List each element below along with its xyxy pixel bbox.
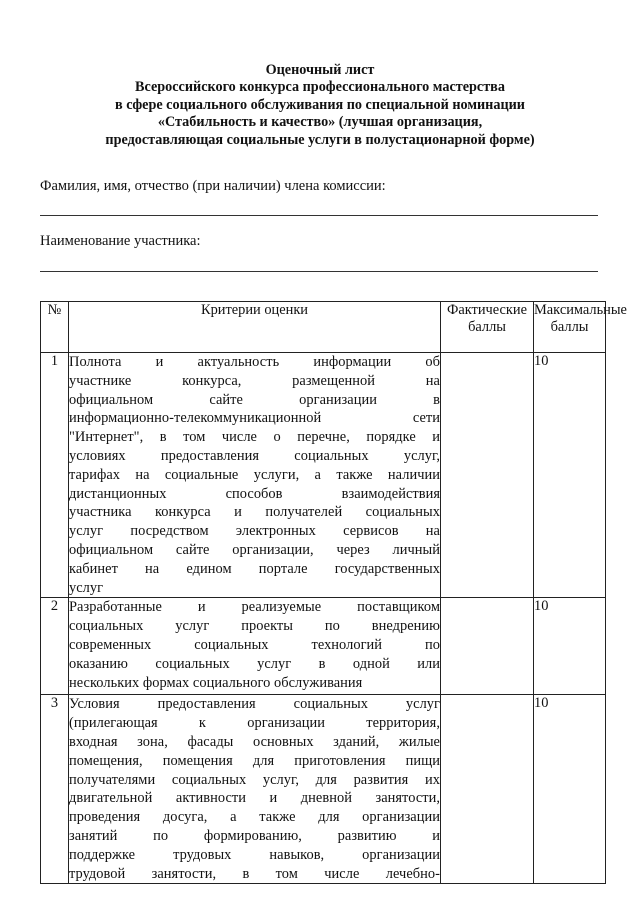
max-score-cell: 10: [534, 598, 606, 695]
criterion-line: двигательной активности и дневной занятости,: [69, 790, 440, 807]
table-row: [41, 598, 606, 695]
criterion-line: трудовой занятости, в том числе лечебно-: [69, 865, 440, 882]
participant-label: Наименование участника:: [40, 233, 201, 249]
criterion-line: участнике конкурса, размещенной на: [69, 372, 440, 389]
criterion-line: услуг: [69, 579, 104, 596]
criterion-line: условиях предоставления социальных услуг,: [69, 447, 440, 464]
header-actual-score: [441, 302, 534, 353]
participant-line[interactable]: [40, 271, 598, 272]
criterion-line: тарифах на социальные услуги, а также наличии: [69, 466, 440, 483]
criterion-line: помещения, помещения для приготовления пищи: [69, 752, 440, 769]
table-row: [41, 353, 606, 598]
criterion-line: нескольких формах социального обслуживания: [69, 674, 363, 691]
criterion-line: получателями социальных услуг, для развития их: [69, 771, 440, 788]
actual-score-cell[interactable]: [441, 598, 534, 695]
title-line: «Стабильность и качество» (лучшая организация,: [157, 114, 483, 131]
row-number: 1: [41, 353, 69, 598]
commission-member-line[interactable]: [40, 215, 598, 216]
criterion-line: социальных услуг проекты по внедрению: [69, 618, 440, 635]
criterion-line: дистанционных способов взаимодействия: [69, 485, 440, 502]
header-number: №: [41, 302, 69, 353]
actual-score-cell[interactable]: [441, 353, 534, 598]
header-max-line: баллы: [550, 319, 589, 335]
actual-score-cell[interactable]: [441, 695, 534, 884]
criterion-line: занятий по формированию, развитию и: [69, 827, 440, 844]
criterion-line: кабинет на едином портале государственных: [69, 560, 440, 577]
criterion-text: [69, 598, 441, 695]
criterion-line: проведения досуга, а также для организации: [69, 809, 440, 826]
criterion-line: информационно-телекоммуникационной сети: [69, 410, 440, 427]
criterion-line: оказанию социальных услуг в одной или: [69, 655, 440, 672]
criterion-line: поддержке трудовых навыков, организации: [69, 846, 440, 863]
criterion-line: современных социальных технологий по: [69, 636, 440, 653]
criterion-line: Условия предоставления социальных услуг: [69, 696, 440, 713]
commission-member-label: Фамилия, имя, отчество (при наличии) члена комиссии:: [40, 178, 386, 194]
row-number: 2: [41, 598, 69, 695]
header-max-score: [534, 302, 627, 353]
title-line: Всероссийского конкурса профессионального мастерства: [135, 79, 505, 96]
criterion-line: Разработанные и реализуемые поставщиком: [69, 599, 440, 616]
evaluation-table: [40, 301, 627, 884]
criterion-line: официальном сайте организации в: [69, 391, 440, 408]
header-criteria: Критерии оценки: [69, 302, 441, 353]
criterion-line: участника конкурса и получателей социальных: [69, 504, 440, 521]
criterion-line: Полнота и актуальность информации об: [69, 354, 440, 370]
max-score-cell: 10: [534, 353, 606, 598]
criterion-line: "Интернет", в том числе о перечне, порядке и: [69, 429, 440, 446]
max-score-cell: 10: [534, 695, 606, 884]
header-actual-line: Фактические: [447, 302, 527, 318]
criterion-line: услуг посредством электронных сервисов на: [69, 523, 440, 540]
table-row: [41, 695, 606, 884]
criterion-line: входная зона, фасады основных зданий, жилые: [69, 733, 440, 750]
header-max-line: Максимальные: [534, 302, 627, 318]
criterion-text: [69, 353, 441, 598]
header-actual-line: баллы: [468, 319, 506, 335]
title-line: в сфере социального обслуживания по специальной номинации: [115, 96, 525, 113]
title-line: предоставляющая социальные услуги в полустационарной форме): [105, 131, 535, 148]
criterion-line: (прилегающая к организации территория,: [69, 715, 440, 732]
row-number: 3: [41, 695, 69, 884]
criterion-line: официальном сайте организации, через личный: [69, 541, 440, 558]
title-line: Оценочный лист: [265, 62, 375, 78]
document-title: [40, 62, 600, 149]
criterion-text: [69, 695, 441, 884]
table-header-row: [41, 302, 606, 353]
